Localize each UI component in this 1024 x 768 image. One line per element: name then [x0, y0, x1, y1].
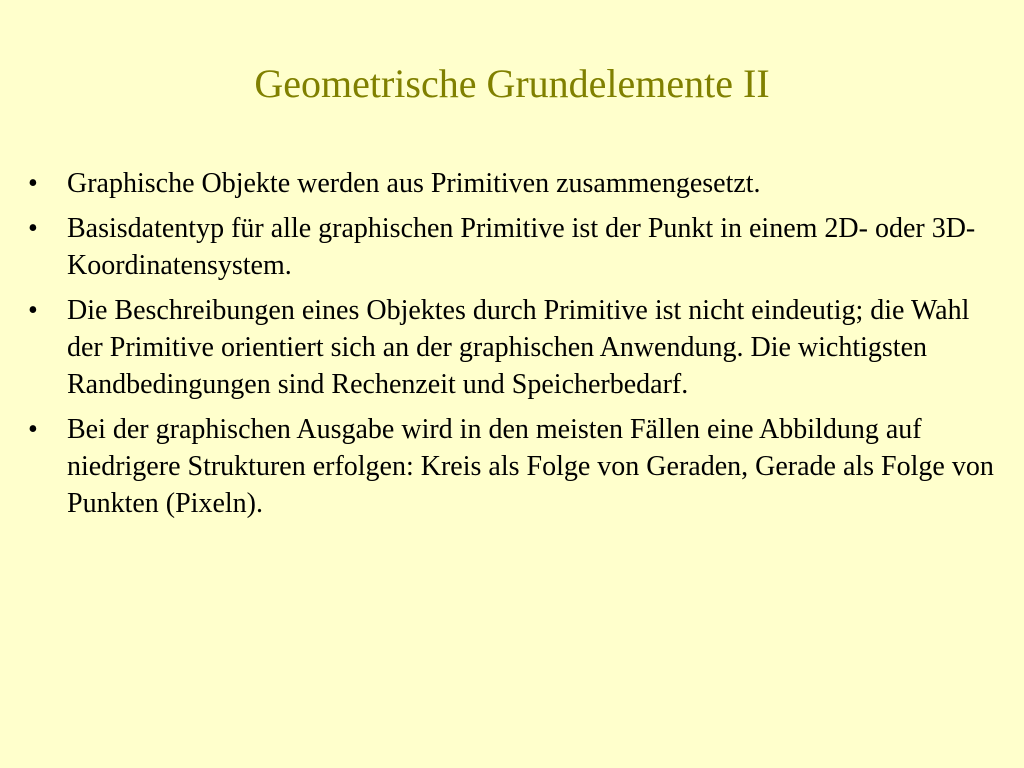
bullet-item — [28, 292, 998, 403]
bullet-text: Bei der graphischen Ausgabe wird in den meisten Fällen eine Abbildung auf niedrigere Strukturen erfolgen: Kreis als Folge von Geraden, Gerade als Folge von Punkten (Pixeln). — [67, 414, 994, 519]
bullet-item — [28, 165, 998, 202]
bullet-text: Graphische Objekte werden aus Primitiven zusammengesetzt. — [67, 168, 761, 199]
bullet-icon: • — [28, 213, 38, 244]
bullet-text: Die Beschreibungen eines Objektes durch Primitive ist nicht eindeutig; die Wahl der Primitive orientiert sich an der graphischen Anwendung. Die wichtigsten Randbedingungen sind Rechenzeit und Speicherbedarf. — [67, 295, 970, 400]
bullet-item — [28, 210, 998, 284]
bullet-icon: • — [28, 414, 38, 445]
bullet-text: Basisdatentyp für alle graphischen Primitive ist der Punkt in einem 2D- oder 3D-Koordinatensystem. — [67, 213, 976, 281]
bullet-icon: • — [28, 168, 38, 199]
slide-title: Geometrische Grundelemente II — [254, 61, 770, 106]
bullet-item — [28, 411, 998, 522]
bullet-icon: • — [28, 295, 38, 326]
bullet-list — [28, 165, 998, 530]
